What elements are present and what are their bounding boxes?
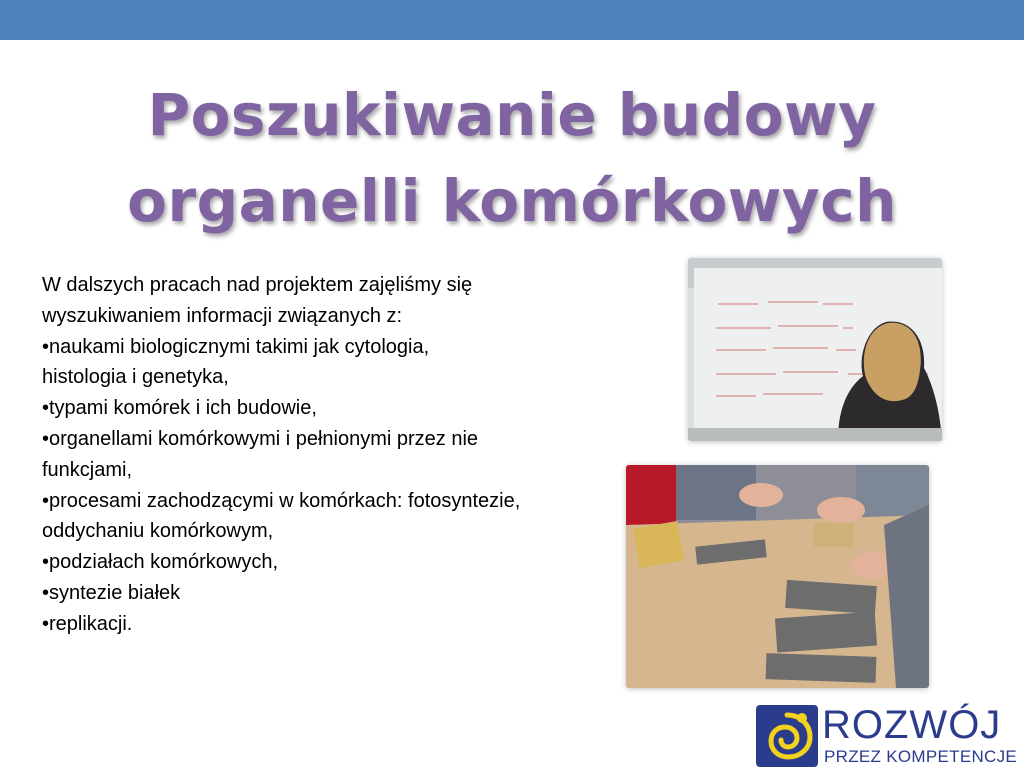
bullet-item: •organellami komórkowymi i pełnionymi przez nie funkcjami, bbox=[42, 427, 479, 481]
logo-word: ROZWÓJ bbox=[822, 703, 1002, 747]
slide-title-line-2: organelli komórkowych bbox=[127, 167, 897, 235]
rozwoj-logo bbox=[756, 702, 1024, 768]
top-bar bbox=[0, 0, 1024, 40]
slide-title-line-1: Poszukiwanie budowy bbox=[147, 81, 877, 149]
logo-subtitle: PRZEZ KOMPETENCJE bbox=[824, 747, 1018, 766]
slide-body-text bbox=[42, 270, 612, 640]
whiteboard-photo bbox=[688, 258, 942, 441]
bullet-item: •naukami biologicznymi takimi jak cytologia, histologia i genetyka, bbox=[42, 335, 430, 389]
intro-paragraph: W dalszych pracach nad projektem zajęliśmy się wyszukiwaniem informacji związanych z: bbox=[42, 274, 473, 327]
table-photo bbox=[626, 465, 929, 688]
rozwoj-logo-icon bbox=[756, 705, 818, 767]
slide-title bbox=[60, 72, 964, 244]
bullet-item: •syntezie białek bbox=[42, 581, 181, 604]
bullet-item: •typami komórek i ich budowie, bbox=[42, 397, 317, 420]
bullet-item: •procesami zachodzącymi w komórkach: fotosyntezie, oddychaniu komórkowym, bbox=[42, 489, 521, 543]
table-photo-image bbox=[626, 465, 929, 688]
whiteboard-photo-image bbox=[688, 258, 942, 441]
bullet-item: •podziałach komórkowych, bbox=[42, 551, 278, 574]
bullet-item: •replikacji. bbox=[42, 612, 133, 635]
